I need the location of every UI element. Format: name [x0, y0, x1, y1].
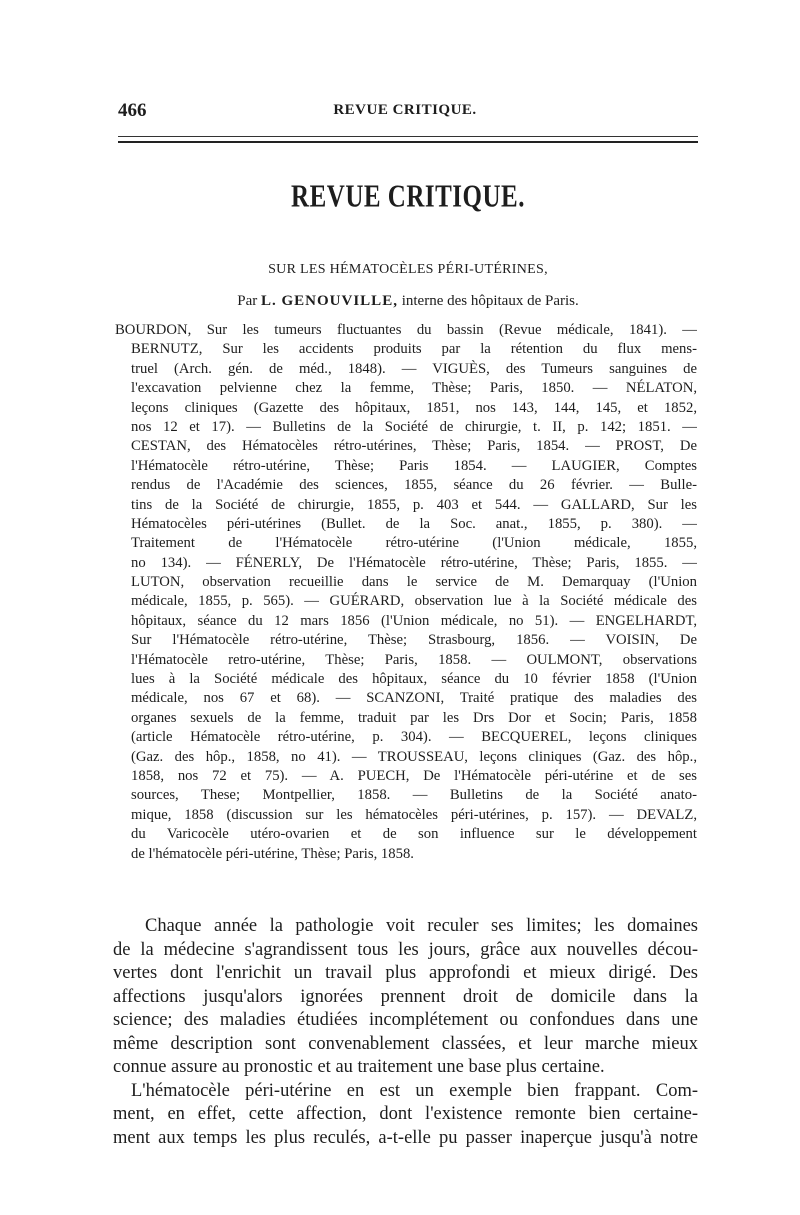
bibliography-line: LUTON, observation recueillie dans le service de M. Demarquay (l'Union	[131, 574, 697, 591]
body-line: ment, en effet, cette affection, dont l'existence remonte bien certaine-	[113, 1104, 698, 1124]
body-line: de la médecine s'agrandissent tous les jours, grâce aux nouvelles décou-	[113, 939, 698, 960]
bibliography-line: l'Hématocèle rétro-utérine, Thèse; Paris 1854. — LAUGIER, Comptes	[131, 457, 697, 474]
bibliography-line: BERNUTZ, Sur les accidents produits par la rétention du flux mens-	[131, 341, 697, 358]
byline-suffix: interne des hôpitaux de Paris.	[401, 293, 579, 309]
body-line: L'hématocèle péri-utérine en est un exemple bien frappant. Com-	[131, 1080, 698, 1101]
body-line: Chaque année la pathologie voit reculer ses limites; les domaines	[145, 916, 698, 936]
bibliography-line: (article Hématocèle rétro-utérine, p. 304). — BECQUEREL, leçons cliniques	[131, 729, 697, 746]
bibliography-line: l'excavation pelvienne chez la femme, Thèse; Paris, 1850. — NÉLATON,	[131, 380, 697, 397]
bibliography-line: l'Hématocèle retro-utérine, Thèse; Paris, 1858. — OULMONT, observations	[131, 651, 697, 668]
bibliography-line: sources, These; Montpellier, 1858. — Bulletins de la Société anato-	[131, 787, 697, 804]
body-line: ment aux temps les plus reculés, a-t-elle pu passer inaperçue jusqu'à notre	[113, 1127, 698, 1148]
bibliography-line: rendus de l'Académie des sciences, 1855, séance du 26 février. — Bulle-	[131, 477, 697, 494]
bibliography-line: médicale, nos 67 et 68). — SCANZONI, Traité pratique des maladies des	[131, 690, 697, 707]
page-number: 466	[118, 100, 147, 121]
body-line: vertes dont l'enrichit un travail plus approfondi et mieux dirigé. Des	[113, 963, 698, 983]
article-title: REVUE CRITIQUE.	[291, 180, 525, 214]
running-header	[118, 100, 692, 122]
bibliography-line: médicale, 1855, p. 565). — GUÉRARD, observation lue à la Société médicale des	[131, 593, 697, 610]
author-name: L. GENOUVILLE,	[261, 293, 398, 309]
bibliography-line: 1858, nos 72 et 75). — A. PUECH, De l'Hématocèle péri-utérine et de ses	[131, 767, 697, 784]
bibliography-line: CESTAN, des Hématocèles rétro-utérines, Thèse; Paris, 1854. — PROST, De	[131, 438, 697, 455]
bibliography-line: lues à la Société médicale des hôpitaux, séance du 10 février 1858 (l'Union	[131, 671, 697, 688]
bibliography-line: de l'hématocèle péri-utérine, Thèse; Paris, 1858.	[131, 845, 414, 862]
bibliography-line: tins de la Société de chirurgie, 1855, p. 403 et 544. — GALLARD, Sur les	[131, 496, 697, 513]
bibliography-line: Hématocèles péri-utérines (Bullet. de la Soc. anat., 1855, p. 380). —	[131, 515, 697, 532]
article-subtitle: SUR LES HÉMATOCÈLES PÉRI-UTÉRINES,	[268, 262, 548, 277]
bibliography-line: BOURDON, Sur les tumeurs fluctuantes du bassin (Revue médicale, 1841). —	[115, 322, 697, 338]
bibliography-line: hôpitaux, séance du 12 mars 1856 (l'Union médicale, no 51). — ENGELHARDT,	[131, 612, 697, 629]
bibliography-line: no 134). — FÉNERLY, De l'Hématocèle rétro-utérine, Thèse; Paris, 1855. —	[131, 554, 697, 571]
bibliography-line: leçons cliniques (Gazette des hôpitaux, 1851, nos 143, 144, 145, et 1852,	[131, 399, 697, 416]
bibliography-line: organes sexuels de la femme, traduit par les Drs Dor et Socin; Paris, 1858	[131, 709, 697, 726]
bibliography-line: (Gaz. des hôp., 1858, no 41). — TROUSSEAU, leçons cliniques (Gaz. des hôp.,	[131, 748, 697, 765]
running-title: REVUE CRITIQUE.	[333, 102, 477, 118]
header-rule	[118, 136, 698, 143]
bibliography-line: mique, 1858 (discussion sur les hématocèles péri-utérines, p. 157). — DEVALZ,	[131, 806, 697, 823]
body-line: affections jusqu'alors ignorées prennent droit de domicile dans la	[113, 986, 698, 1007]
body-line: même description sont convenablement classées, et leur marche mieux	[113, 1033, 698, 1054]
bibliography-line: truel (Arch. gén. de méd., 1848). — VIGUÈS, des Tumeurs sanguines de	[131, 360, 697, 377]
byline-prefix: Par	[237, 293, 258, 309]
bibliography-line: nos 12 et 17). — Bulletins de la Société de chirurgie, t. II, p. 142; 1851. —	[131, 418, 697, 435]
bibliography	[115, 321, 697, 864]
byline	[118, 293, 698, 310]
body-line: connue assure au pronostic et au traitement une base plus certaine.	[113, 1057, 605, 1077]
body-text	[113, 915, 698, 1150]
bibliography-line: Traitement de l'Hématocèle rétro-utérine (l'Union médicale, 1855,	[131, 535, 697, 552]
body-line: science; des maladies étudiées incomplétement ou confondues dans une	[113, 1010, 698, 1030]
bibliography-line: Sur l'Hématocèle rétro-utérine, Thèse; Strasbourg, 1856. — VOISIN, De	[131, 632, 697, 649]
bibliography-line: du Varicocèle utéro-ovarien et de son influence sur le développement	[131, 826, 697, 843]
